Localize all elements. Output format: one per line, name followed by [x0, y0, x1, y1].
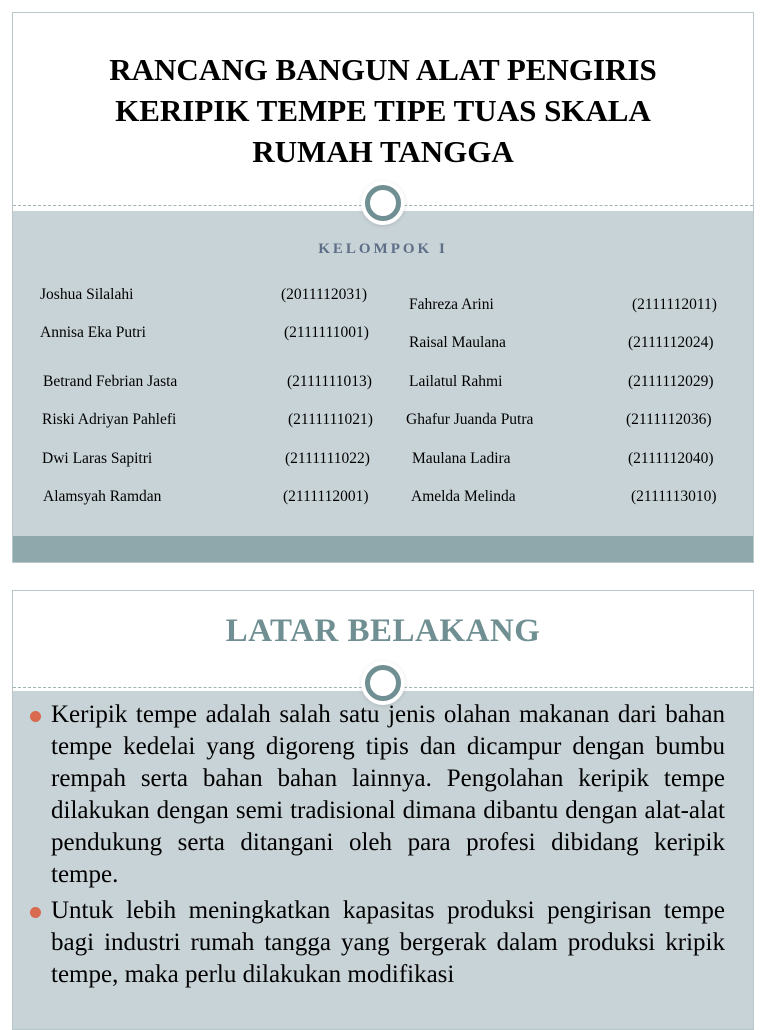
member-id: (2111112036): [626, 411, 712, 428]
member-name: Lailatul Rahmi: [409, 373, 503, 390]
circle-ornament-icon: [365, 185, 401, 221]
member-row: [406, 411, 712, 429]
member-name: Ghafur Juanda Putra: [406, 411, 534, 428]
bullet-icon: [30, 907, 41, 918]
member-name: Maulana Ladira: [412, 450, 511, 467]
member-id: (2111111021): [288, 411, 373, 428]
slide-title: RANCANG BANGUN ALAT PENGIRIS KERIPIK TEMPE TIPE TUAS SKALA RUMAH TANGGA: [109, 52, 657, 169]
member-row: [412, 450, 714, 468]
bullet-list: [51, 699, 725, 995]
member-name: Riski Adriyan Pahlefi: [42, 411, 177, 428]
circle-ornament-icon: [365, 665, 401, 701]
member-row: [43, 373, 372, 391]
member-id: (2111113010): [631, 488, 717, 505]
bullet-text: Untuk lebih meningkatkan kapasitas produksi pengirisan tempe bagi industri rumah tangga yang bergerak dalam produksi kripik tempe, maka perlu dilakukan modifikasi: [51, 897, 725, 988]
member-id: (2111112029): [628, 373, 714, 390]
member-id: (2111111013): [287, 373, 372, 390]
member-name: Annisa Eka Putri: [40, 324, 146, 341]
member-name: Amelda Melinda: [411, 488, 516, 505]
title-slide: [12, 12, 754, 563]
member-id: (2111112040): [628, 450, 714, 467]
member-name: Alamsyah Ramdan: [43, 488, 162, 505]
member-row: [42, 411, 373, 429]
member-row: [409, 296, 717, 314]
member-id: (2011112031): [281, 286, 368, 303]
member-row: [40, 324, 369, 342]
member-row: [43, 488, 369, 506]
bullet-item: [51, 699, 725, 891]
member-name: Betrand Febrian Jasta: [43, 373, 178, 390]
member-id: (2111112011): [632, 296, 717, 313]
member-name: Joshua Silalahi: [40, 286, 134, 303]
member-row: [409, 334, 714, 352]
member-row: [42, 450, 370, 468]
member-row: [411, 488, 717, 506]
member-id: (2111111001): [284, 324, 369, 341]
content-slide: [12, 590, 754, 1030]
member-name: Dwi Laras Sapitri: [42, 450, 153, 467]
bullet-icon: [30, 711, 41, 722]
member-id: (2111111022): [285, 450, 370, 467]
bullet-item: [51, 895, 725, 991]
bottom-band: [13, 536, 753, 563]
bullet-text: Keripik tempe adalah salah satu jenis olahan makanan dari bahan tempe kedelai yang digoreng tipis dan dicampur dengan bumbu rempah serta bahan bahan lainnya. Pengolahan keripik tempe dilakukan dengan semi tradisional dimana dibantu dengan alat-alat pendukung serta ditangani oleh para profesi dibidang keripik tempe.: [51, 701, 725, 888]
member-name: Raisal Maulana: [409, 334, 506, 351]
member-row: [40, 286, 368, 304]
member-row: [409, 373, 714, 391]
title-area: [13, 13, 753, 205]
section-title: LATAR BELAKANG: [225, 613, 541, 649]
group-title: KELOMPOK I: [318, 241, 448, 257]
member-id: (2111112024): [628, 334, 714, 351]
member-name: Fahreza Arini: [409, 296, 494, 313]
member-id: (2111112001): [283, 488, 369, 505]
